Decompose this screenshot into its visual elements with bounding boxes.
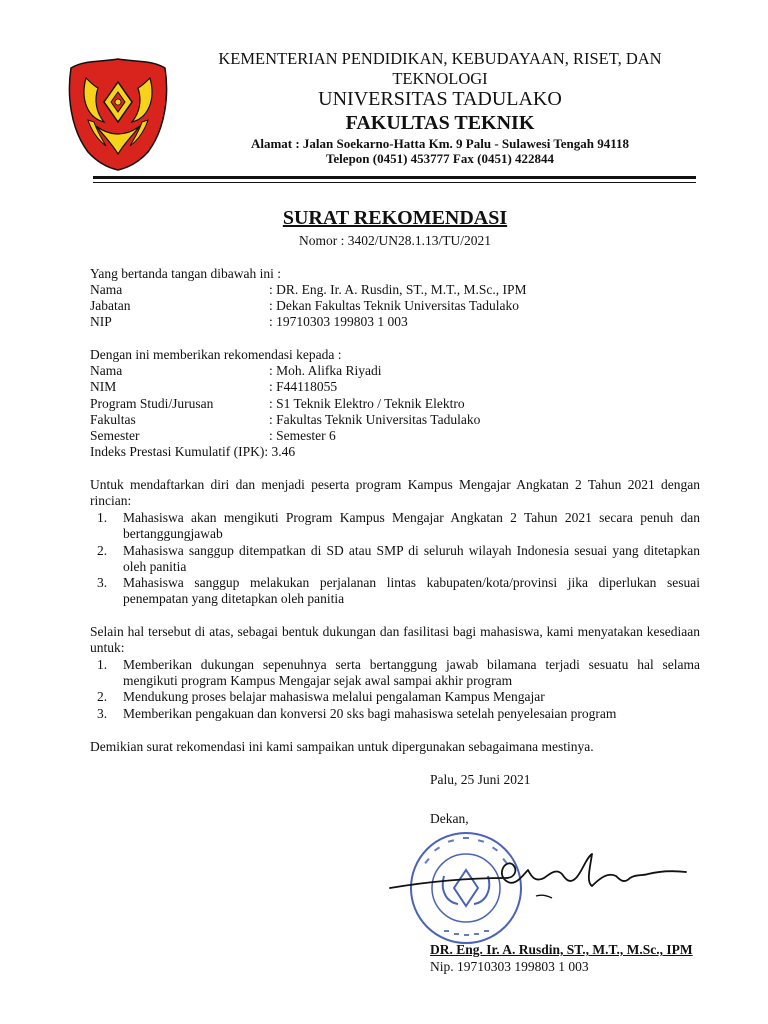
university-name: UNIVERSITAS TADULAKO — [318, 88, 562, 110]
item-number: 3. — [97, 706, 108, 721]
student-row — [90, 379, 337, 395]
row-value: : Moh. Alifka Riyadi — [269, 363, 382, 378]
student-row — [90, 428, 336, 444]
item-number: 1. — [97, 510, 108, 525]
row-value: : Semester 6 — [269, 428, 336, 443]
document-title: SURAT REKOMENDASI — [282, 207, 508, 229]
row-value: : DR. Eng. Ir. A. Rusdin, ST., M.T., M.Sc., IPM — [269, 282, 527, 297]
item-text: Mahasiswa sanggup melakukan perjalanan lintas kabupaten/kota/provinsi jika diperlukan sesuai penempatan yang ditetapkan oleh panitia — [123, 575, 700, 607]
item-number: 2. — [97, 543, 108, 558]
item-text: Mendukung proses belajar mahasiswa melalui pengalaman Kampus Mengajar — [123, 689, 545, 704]
row-label: Nama — [90, 363, 123, 378]
purpose-intro: Untuk mendaftarkan diri dan menjadi peserta program Kampus Mengajar Angkatan 2 Tahun 2021 dengan rincian: — [90, 477, 700, 509]
row-label: NIM — [90, 379, 117, 394]
item-number: 2. — [97, 689, 108, 704]
document-number: Nomor : 3402/UN28.1.13/TU/2021 — [299, 233, 491, 248]
university-logo — [66, 56, 170, 172]
signer-position: Dekan, — [430, 811, 469, 826]
header-rule-thick — [93, 176, 696, 179]
student-intro: Dengan ini memberikan rekomendasi kepada : — [90, 347, 342, 362]
purpose-item — [97, 575, 700, 608]
signer-row — [90, 314, 408, 330]
student-row — [90, 444, 295, 460]
item-number: 1. — [97, 657, 108, 672]
row-value: : F44118055 — [269, 379, 338, 394]
row-label: Nama — [90, 282, 123, 297]
row-label: Jabatan — [90, 298, 131, 313]
item-text: Memberikan pengakuan dan konversi 20 sks bagi mahasiswa setelah penyelesaian program — [123, 706, 617, 721]
place-date: Palu, 25 Juni 2021 — [430, 772, 531, 787]
row-label: NIP — [90, 314, 112, 329]
support-intro: Selain hal tersebut di atas, sebagai bentuk dukungan dan fasilitasi bagi mahasiswa, kami menyatakan kesediaan untuk: — [90, 624, 700, 656]
row-value: : 19710303 199803 1 003 — [269, 314, 408, 329]
row-label: Semester — [90, 428, 140, 443]
signer-row — [90, 298, 519, 314]
row-label: Fakultas — [90, 412, 136, 427]
row-label: Indeks Prestasi Kumulatif (IPK) — [90, 444, 265, 459]
header-rule-thin — [93, 182, 696, 183]
signer-intro: Yang bertanda tangan dibawah ini : — [90, 266, 281, 281]
item-text: Memberikan dukungan sepenuhnya serta bertanggung jawab bilamana terjadi sesuatu hal selama mengikuti program Kampus Mengajar sejak awal sampai akhir program — [123, 657, 700, 689]
item-text: Mahasiswa akan mengikuti Program Kampus Mengajar Angkatan 2 Tahun 2021 secara penuh dan bertanggungjawab — [123, 510, 700, 542]
student-row — [90, 412, 480, 428]
item-number: 3. — [97, 575, 108, 590]
handwritten-signature — [386, 848, 706, 918]
row-value: : S1 Teknik Elektro / Teknik Elektro — [269, 396, 465, 411]
support-item — [97, 689, 700, 705]
ministry-name: KEMENTERIAN PENDIDIKAN, KEBUDAYAAN, RISET, DAN TEKNOLOGI — [218, 49, 662, 88]
row-value: : Dekan Fakultas Teknik Universitas Tadulako — [269, 298, 519, 313]
signer-nip: Nip. 19710303 199803 1 003 — [430, 959, 589, 974]
item-text: Mahasiswa sanggup ditempatkan di SD atau SMP di seluruh wilayah Indonesia sesuai yang ditetapkan oleh panitia — [123, 543, 700, 575]
row-value: : Fakultas Teknik Universitas Tadulako — [269, 412, 481, 427]
purpose-item — [97, 510, 700, 543]
address-line: Alamat : Jalan Soekarno-Hatta Km. 9 Palu - Sulawesi Tengah 94118 — [250, 136, 630, 151]
faculty-name: FAKULTAS TEKNIK — [345, 112, 535, 134]
student-row — [90, 363, 382, 379]
closing-sentence: Demikian surat rekomendasi ini kami sampaikan untuk dipergunakan sebagaimana mestinya. — [90, 739, 594, 754]
row-label: Program Studi/Jurusan — [90, 396, 214, 411]
purpose-item — [97, 543, 700, 576]
phone-line: Telepon (0451) 453777 Fax (0451) 422844 — [325, 151, 555, 166]
signer-name: DR. Eng. Ir. A. Rusdin, ST., M.T., M.Sc., IPM — [430, 942, 693, 957]
student-row — [90, 396, 465, 412]
row-value: : 3.46 — [264, 444, 296, 459]
signer-row — [90, 282, 527, 298]
support-item — [97, 706, 700, 722]
support-item — [97, 657, 700, 690]
